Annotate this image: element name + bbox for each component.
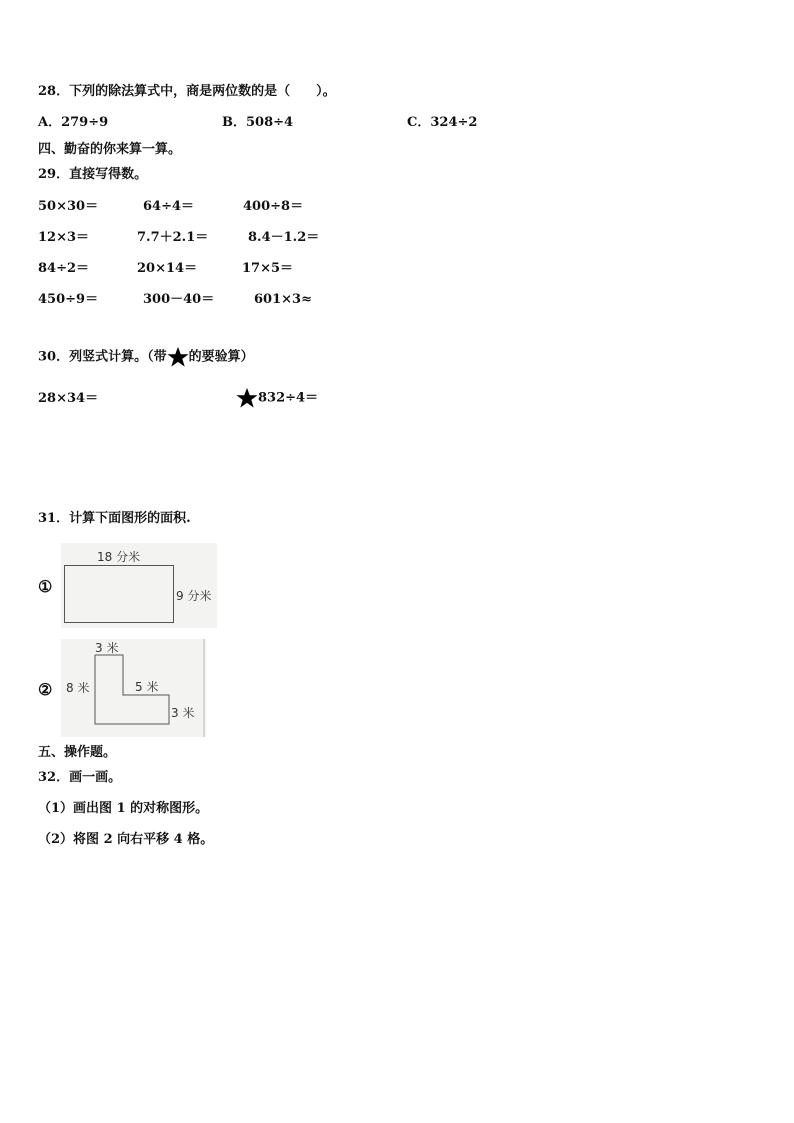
- q30-stem: [38, 346, 254, 368]
- q28-option-b: B．508÷4: [222, 115, 294, 130]
- figure-2-right-label: 3 米: [171, 706, 195, 720]
- figure-1-side-label: 9 分米: [176, 589, 212, 603]
- figure-2-left-label: 8 米: [66, 681, 90, 695]
- q29-item: 50×30＝: [38, 199, 99, 214]
- section-5-heading: 五、操作题。: [38, 745, 117, 760]
- q32-part-1: （1）画出图 1 的对称图形。: [38, 801, 209, 816]
- q30-item-divide: 832÷4＝: [258, 390, 319, 406]
- star-icon: [236, 387, 258, 409]
- q32-part-2: （2）将图 2 向右平移 4 格。: [38, 832, 214, 847]
- q29-item: 7.7＋2.1＝: [137, 230, 209, 245]
- figure-2-middle-label: 5 米: [135, 680, 159, 694]
- figure-1-rectangle: [61, 543, 217, 628]
- q29-item: 84÷2＝: [38, 261, 90, 276]
- q29-item: 64÷4＝: [143, 199, 195, 214]
- q29-item: 450÷9＝: [38, 292, 99, 307]
- q31-stem: 31．计算下面图形的面积.: [38, 511, 191, 526]
- q29-item: 17×5＝: [242, 261, 294, 276]
- rectangle-shape: [64, 565, 174, 623]
- q30-item-divide-row: [236, 387, 318, 410]
- q30-stem-after: 的要验算）: [188, 349, 254, 365]
- q29-item: 8.4－1.2＝: [248, 230, 320, 245]
- q29-item: 12×3＝: [38, 230, 90, 245]
- q30-item-multiply: 28×34＝: [38, 391, 99, 406]
- q28-option-c: C．324÷2: [407, 115, 478, 130]
- q29-item: 20×14＝: [137, 261, 198, 276]
- figure-2-l-shape: [61, 639, 206, 737]
- q28-stem: 28．下列的除法算式中，商是两位数的是（ ）。: [38, 84, 336, 99]
- figure-2-marker: ②: [38, 680, 53, 699]
- figure-1-top-label: 18 分米: [97, 550, 141, 564]
- figure-1-marker: ①: [38, 577, 53, 596]
- q28-option-a: A．279÷9: [38, 115, 109, 130]
- q29-item: 300－40＝: [143, 292, 215, 307]
- q32-stem: 32．画一画。: [38, 770, 122, 785]
- figure-2-top-label: 3 米: [95, 641, 119, 655]
- q30-stem-before: 30．列竖式计算。（带: [38, 349, 167, 365]
- q29-stem: 29．直接写得数。: [38, 167, 148, 182]
- star-icon: [167, 346, 189, 368]
- section-4-heading: 四、勤奋的你来算一算。: [38, 142, 182, 157]
- q29-item: 400÷8＝: [243, 199, 304, 214]
- q29-item: 601×3≈: [254, 292, 312, 307]
